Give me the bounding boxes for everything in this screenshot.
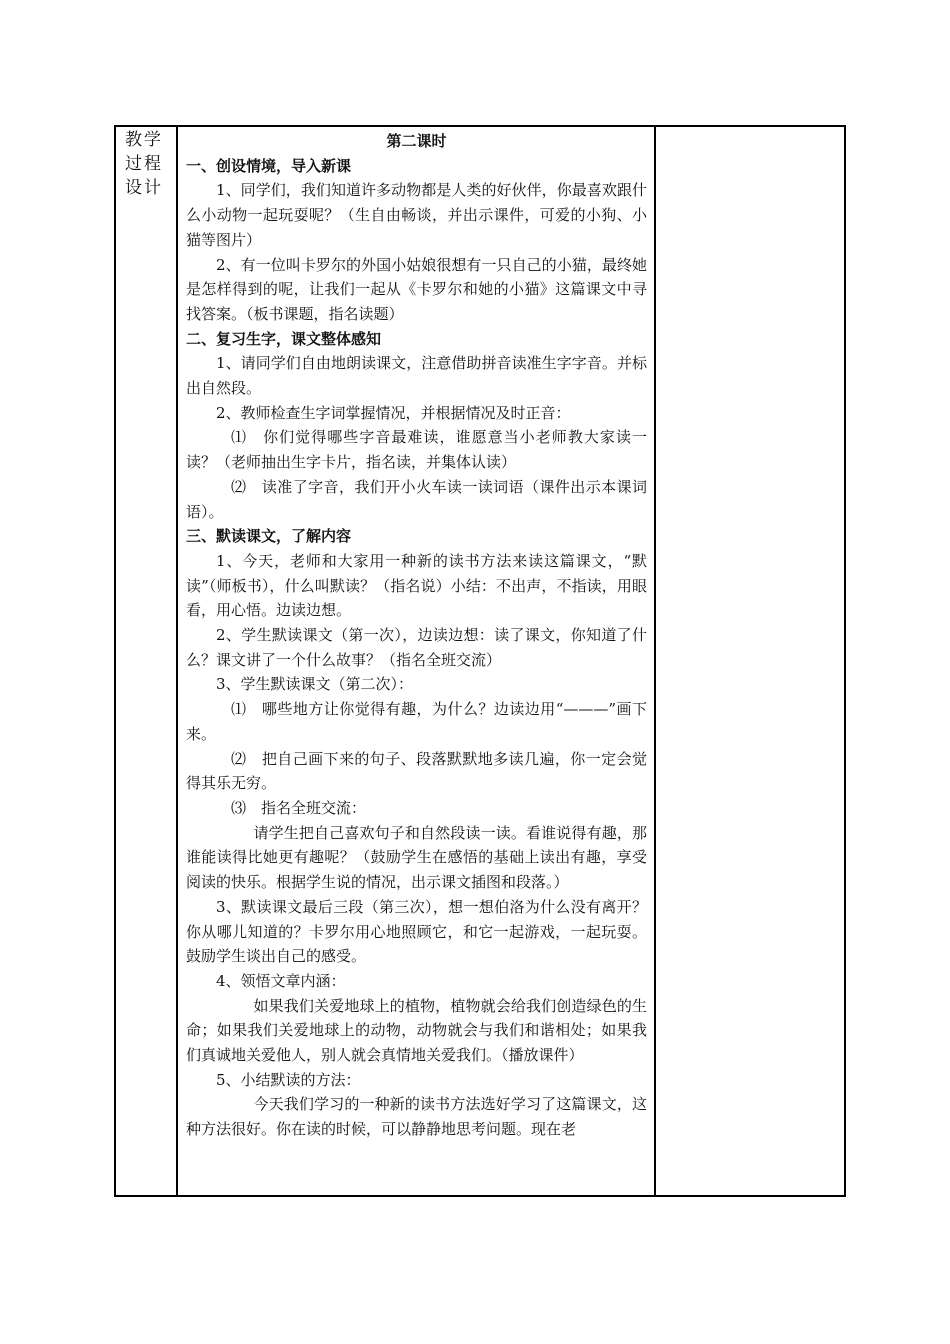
paragraph: ⑴ 哪些地方让你觉得有趣，为什么？边读边用“———”画下来。: [186, 700, 647, 743]
section-heading: 三、默读课文，了解内容: [186, 527, 352, 546]
paragraph: ⑵ 读准了字音，我们开小火车读一读词语（课件出示本课词语）。: [186, 477, 647, 521]
paragraph: 4、领悟文章内涵：: [216, 971, 346, 990]
paragraph: 2、有一位叫卡罗尔的外国小姑娘很想有一只自己的小猫，最终她是怎样得到的呢，让我们一起从《卡罗尔和她的小猫》这篇课文中寻找答案。（板书课题，指名读题）: [186, 255, 647, 323]
paragraph: 3、学生默读课文（第二次）：: [216, 675, 414, 694]
notes-cell: [655, 126, 845, 1196]
paragraph: 5、小结默读的方法：: [216, 1070, 361, 1089]
lesson-content: [178, 127, 654, 1142]
paragraph: 2、学生默读课文（第一次），边读边想：读了课文，你知道了什么？课文讲了一个什么故事？（指名全班交流）: [186, 626, 647, 669]
content-cell: [177, 126, 655, 1196]
section-label: 教学过程设计: [125, 130, 163, 198]
paragraph: ⑶ 指名全班交流：: [231, 798, 367, 817]
paragraph: 今天我们学习的一种新的读书方法选好学习了这篇课文，这种方法很好。你在读的时候，可以静静地思考问题。现在老: [186, 1095, 647, 1139]
paragraph: 1、请同学们自由地朗读课文，注意借助拼音读准生字字音。并标出自然段。: [186, 354, 647, 398]
paragraph: ⑴ 你们觉得哪些字音最难读，谁愿意当小老师教大家读一读？（老师抽出生字卡片，指名读，并集体认读）: [186, 428, 647, 472]
paragraph: 2、教师检查生字词掌握情况，并根据情况及时正音：: [216, 403, 571, 422]
label-cell: [115, 126, 177, 1196]
paragraph: 1、今天，老师和大家用一种新的读书方法来读这篇课文，“默读”（师板书），什么叫默读？（指名说）小结：不出声，不指读，用眼看，用心悟。边读边想。: [186, 551, 647, 620]
lesson-plan-table: [114, 125, 846, 1197]
paragraph: 如果我们关爱地球上的植物，植物就会给我们创造绿色的生命；如果我们关爱地球上的动物，动物就会与我们和谐相处；如果我们真诚地关爱他人，别人就会真情地关爱我们。（播放课件）: [186, 996, 647, 1065]
section-heading: 一、创设情境，导入新课: [186, 156, 352, 175]
paragraph: 3、默读课文最后三段（第三次），想一想伯洛为什么没有离开？你从哪儿知道的？卡罗尔用心地照顾它，和它一起游戏，一起玩耍。鼓励学生谈出自己的感受。: [186, 897, 647, 966]
paragraph: 1、同学们，我们知道许多动物都是人类的好伙伴，你最喜欢跟什么小动物一起玩耍呢？（生自由畅谈，并出示课件，可爱的小狗、小猫等图片）: [186, 181, 647, 249]
paragraph: ⑵ 把自己画下来的句子、段落默默地多读几遍，你一定会觉得其乐无穷。: [186, 749, 647, 793]
lesson-title: 第二课时: [386, 132, 447, 150]
paragraph: 请学生把自己喜欢句子和自然段读一读。看谁说得有趣，那谁能读得比她更有趣呢？（鼓励学生在感悟的基础上读出有趣，享受阅读的快乐。根据学生说的情况，出示课文插图和段落。）: [186, 823, 647, 892]
table-row: [115, 126, 845, 1196]
section-heading: 二、复习生字，课文整体感知: [186, 329, 382, 348]
